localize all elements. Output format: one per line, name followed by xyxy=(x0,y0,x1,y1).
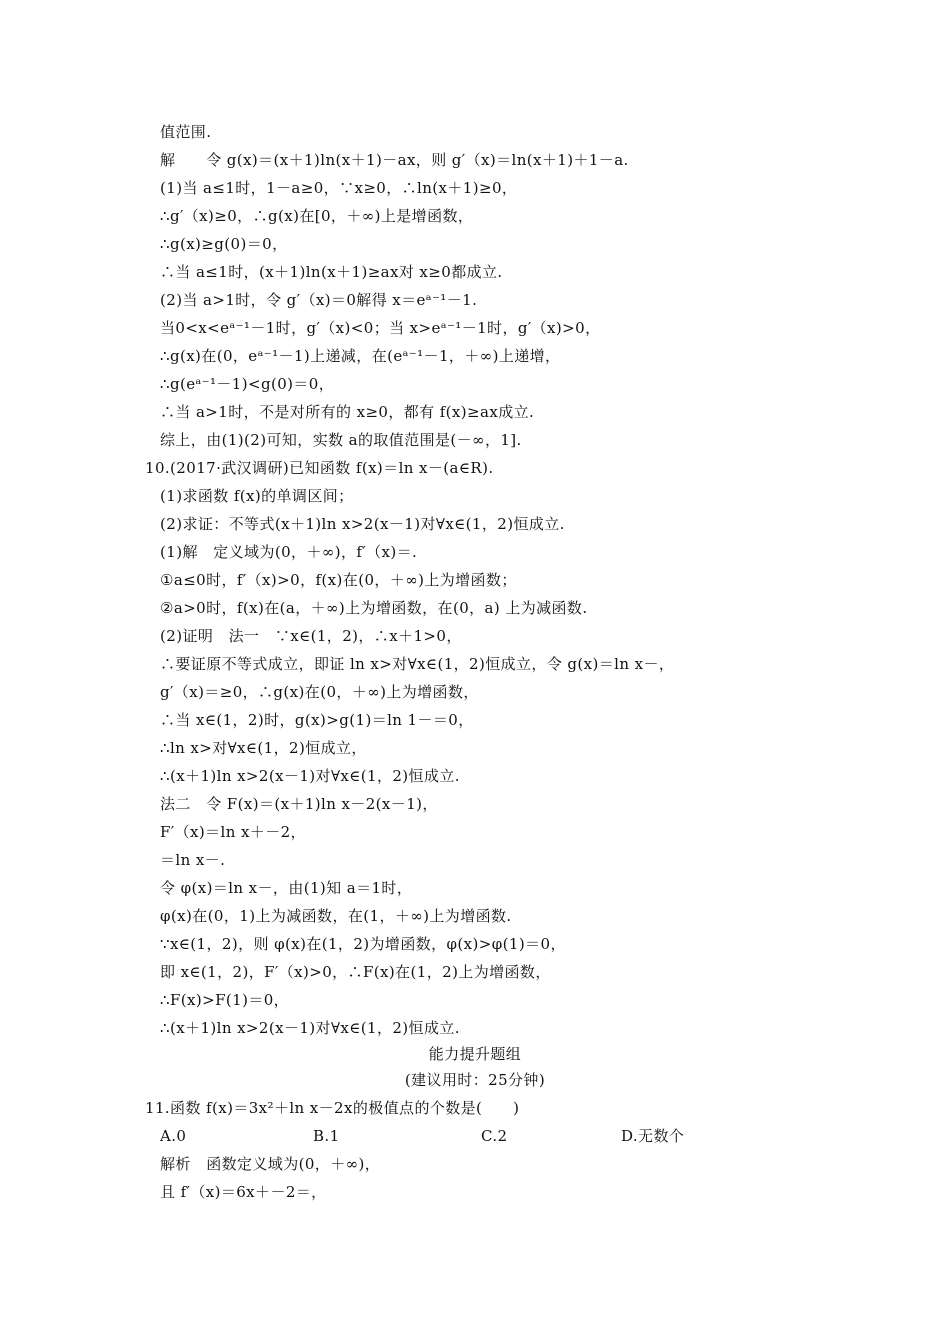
text-line: 即 x∈(1，2)，F′（x)>0，∴F(x)在(1，2)上为增函数， xyxy=(160,963,551,981)
text-line: 且 f′（x)＝6x＋－2＝， xyxy=(160,1183,327,1201)
text-line: φ(x)在(0，1)上为减函数，在(1，＋∞)上为增函数. xyxy=(160,907,512,925)
text-line: ②a>0时，f(x)在(a，＋∞)上为增函数，在(0，a) 上为减函数. xyxy=(160,599,588,617)
section-title: 能力提升题组 xyxy=(428,1045,522,1063)
text-line: 值范围. xyxy=(160,123,212,141)
text-line: F′（x)＝ln x＋－2， xyxy=(160,823,306,841)
text-line: ∴当 a>1时，不是对所有的 x≥0，都有 f(x)≥ax成立. xyxy=(160,403,535,421)
option-a: A.0 xyxy=(160,1127,187,1145)
text-line: (1)当 a≤1时，1－a≥0，∵x≥0，∴ln(x＋1)≥0， xyxy=(160,179,518,197)
text-line: 令 φ(x)＝ln x－，由(1)知 a＝1时， xyxy=(160,879,413,897)
problem-11-heading: 11.函数 f(x)＝3x²＋ln x－2x的极值点的个数是( ) xyxy=(145,1099,520,1117)
text-line: 法二 令 F(x)＝(x＋1)ln x－2(x－1)， xyxy=(160,795,438,813)
text-line: ∴要证原不等式成立，即证 ln x>对∀x∈(1，2)恒成立，令 g(x)＝ln x－， xyxy=(160,655,675,673)
text-line: ∴g(eᵃ⁻¹－1)<g(0)＝0， xyxy=(160,375,335,393)
text-line: 综上，由(1)(2)可知，实数 a的取值范围是(－∞，1]. xyxy=(160,431,522,449)
text-line: ①a≤0时，f′（x)>0，f(x)在(0，＋∞)上为增函数； xyxy=(160,571,517,589)
section-subtitle: (建议用时：25分钟) xyxy=(404,1071,546,1089)
text-line: ∴当 x∈(1，2)时，g(x)>g(1)＝ln 1－＝0， xyxy=(160,711,474,729)
text-line: ∴g(x)≥g(0)＝0， xyxy=(160,235,288,253)
text-line: ∴g(x)在(0，eᵃ⁻¹－1)上递减，在(eᵃ⁻¹－1，＋∞)上递增， xyxy=(160,347,561,365)
text-line: (1)解 定义域为(0，＋∞)，f′（x)＝. xyxy=(160,543,418,561)
option-d: D.无数个 xyxy=(621,1127,685,1145)
text-line: 解析 函数定义域为(0，＋∞)， xyxy=(160,1155,381,1173)
text-line: ∴当 a≤1时，(x＋1)ln(x＋1)≥ax对 x≥0都成立. xyxy=(160,263,503,281)
text-line: ∴ln x>对∀x∈(1，2)恒成立， xyxy=(160,739,367,757)
text-line: g′（x)＝≥0，∴g(x)在(0，＋∞)上为增函数， xyxy=(160,683,479,701)
text-line: ∴g′（x)≥0，∴g(x)在[0，＋∞)上是增函数， xyxy=(160,207,474,225)
text-line: ＝ln x－. xyxy=(160,851,226,869)
option-c: C.2 xyxy=(481,1127,508,1145)
text-line: (2)当 a>1时，令 g′（x)＝0解得 x＝eᵃ⁻¹－1. xyxy=(160,291,478,309)
text-line: ∴(x＋1)ln x>2(x－1)对∀x∈(1，2)恒成立. xyxy=(160,767,460,785)
option-b: B.1 xyxy=(313,1127,340,1145)
text-line: 当0<x<eᵃ⁻¹－1时，g′（x)<0；当 x>eᵃ⁻¹－1时，g′（x)>0， xyxy=(160,319,601,337)
text-line: (2)求证：不等式(x＋1)ln x>2(x－1)对∀x∈(1，2)恒成立. xyxy=(160,515,565,533)
problem-10-heading: 10.(2017·武汉调研)已知函数 f(x)＝ln x－(a∈R). xyxy=(145,459,494,477)
answer-options xyxy=(160,1126,684,1146)
text-line: (1)求函数 f(x)的单调区间； xyxy=(160,487,354,505)
text-line: (2)证明 法一 ∵x∈(1，2)，∴x＋1>0， xyxy=(160,627,462,645)
text-line: 解 令 g(x)＝(x＋1)ln(x＋1)－ax，则 g′（x)＝ln(x＋1)＋1－a. xyxy=(160,151,629,169)
text-line: ∴F(x)>F(1)＝0， xyxy=(160,991,290,1009)
text-line: ∵x∈(1，2)，则 φ(x)在(1，2)为增函数，φ(x)>φ(1)＝0， xyxy=(160,935,566,953)
text-line: ∴(x＋1)ln x>2(x－1)对∀x∈(1，2)恒成立. xyxy=(160,1019,460,1037)
